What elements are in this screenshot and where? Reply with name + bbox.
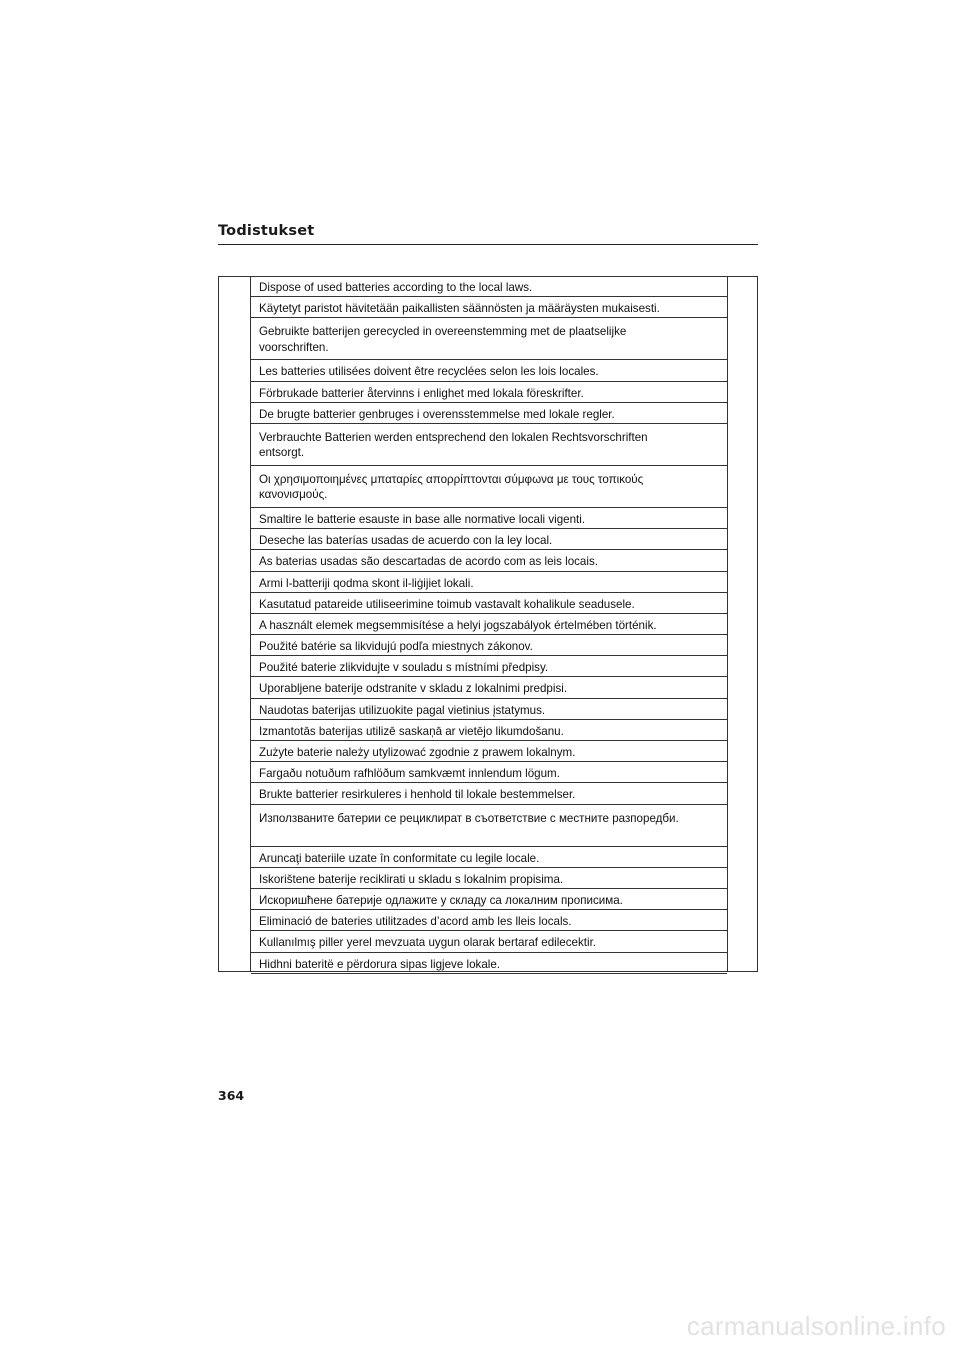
statement-row: Zużyte baterie należy utylizować zgodnie z prawem lokalnym. xyxy=(251,741,727,762)
statement-row: Les batteries utilisées doivent être recyclées selon les lois locales. xyxy=(251,360,727,381)
statement-row: Naudotas baterijas utilizuokite pagal vietinius įstatymus. xyxy=(251,699,727,720)
statement-rows xyxy=(251,276,727,974)
statement-row: A használt elemek megsemmisítése a helyi jogszabályok értelmében történik. xyxy=(251,614,727,635)
statement-row: Použité baterie zlikvidujte v souladu s místními předpisy. xyxy=(251,656,727,677)
statement-row: As baterias usadas são descartadas de acordo com as leis locais. xyxy=(251,550,727,571)
statement-row: Kullanılmış piller yerel mevzuata uygun olarak bertaraf edilecektir. xyxy=(251,931,727,952)
statement-row: Smaltire le batterie esauste in base alle normative locali vigenti. xyxy=(251,508,727,529)
statements-table xyxy=(250,276,728,972)
statement-row: Искоришћене батерије одлажите у складу са локалним прописима. xyxy=(251,889,727,910)
statement-row: Brukte batterier resirkuleres i henhold til lokale bestemmelser. xyxy=(251,783,727,804)
statement-row: Aruncaţi bateriile uzate în conformitate cu legile locale. xyxy=(251,847,727,868)
statement-row: Uporabljene baterije odstranite v skladu z lokalnimi predpisi. xyxy=(251,677,727,698)
statement-row: Použité batérie sa likvidujú podľa miestnych zákonov. xyxy=(251,635,727,656)
statement-row: Hidhni bateritë e përdorura sipas ligjeve lokale. xyxy=(251,953,727,974)
watermark: carmanualsonline.info xyxy=(686,1311,946,1341)
statement-row: Deseche las baterías usadas de acuerdo con la ley local. xyxy=(251,529,727,550)
statement-row: Verbrauchte Batterien werden entsprechend den lokalen Rechtsvorschriften entsorgt. xyxy=(251,424,727,466)
statement-row: Gebruikte batterijen gerecycled in overeenstemming met de plaatselijke voorschriften. xyxy=(251,318,727,360)
statement-row: De brugte batterier genbruges i overensstemmelse med lokale regler. xyxy=(251,403,727,424)
statement-row: Dispose of used batteries according to the local laws. xyxy=(251,276,727,297)
statement-row: Kasutatud patareide utiliseerimine toimub vastavalt kohalikule seadusele. xyxy=(251,593,727,614)
section-title: Todistukset xyxy=(218,223,315,239)
statement-row: Izmantotās baterijas utilizē saskaņā ar vietējo likumdošanu. xyxy=(251,720,727,741)
statement-row: Förbrukade batterier återvinns i enlighet med lokala föreskrifter. xyxy=(251,382,727,403)
statement-row: Käytetyt paristot hävitetään paikallisten säännösten ja määräysten mukaisesti. xyxy=(251,297,727,318)
title-divider xyxy=(218,244,758,245)
statement-row: Fargaðu notuðum rafhlöðum samkvæmt innlendum lögum. xyxy=(251,762,727,783)
statement-row: Armi l-batteriji qodma skont il-liġijiet lokali. xyxy=(251,572,727,593)
statement-row: Iskorištene baterije reciklirati u skladu s lokalnim propisima. xyxy=(251,868,727,889)
statement-row: Οι χρησιμοποιημένες μπαταρίες απορρίπτονται σύμφωνα με τους τοπικούς κανονισμούς. xyxy=(251,466,727,508)
statement-row: Eliminació de bateries utilitzades d’acord amb les lleis locals. xyxy=(251,910,727,931)
statement-row: Използваните батерии се рециклират в съответствие с местните разпоредби. xyxy=(251,805,727,847)
page-number: 364 xyxy=(218,1088,245,1103)
